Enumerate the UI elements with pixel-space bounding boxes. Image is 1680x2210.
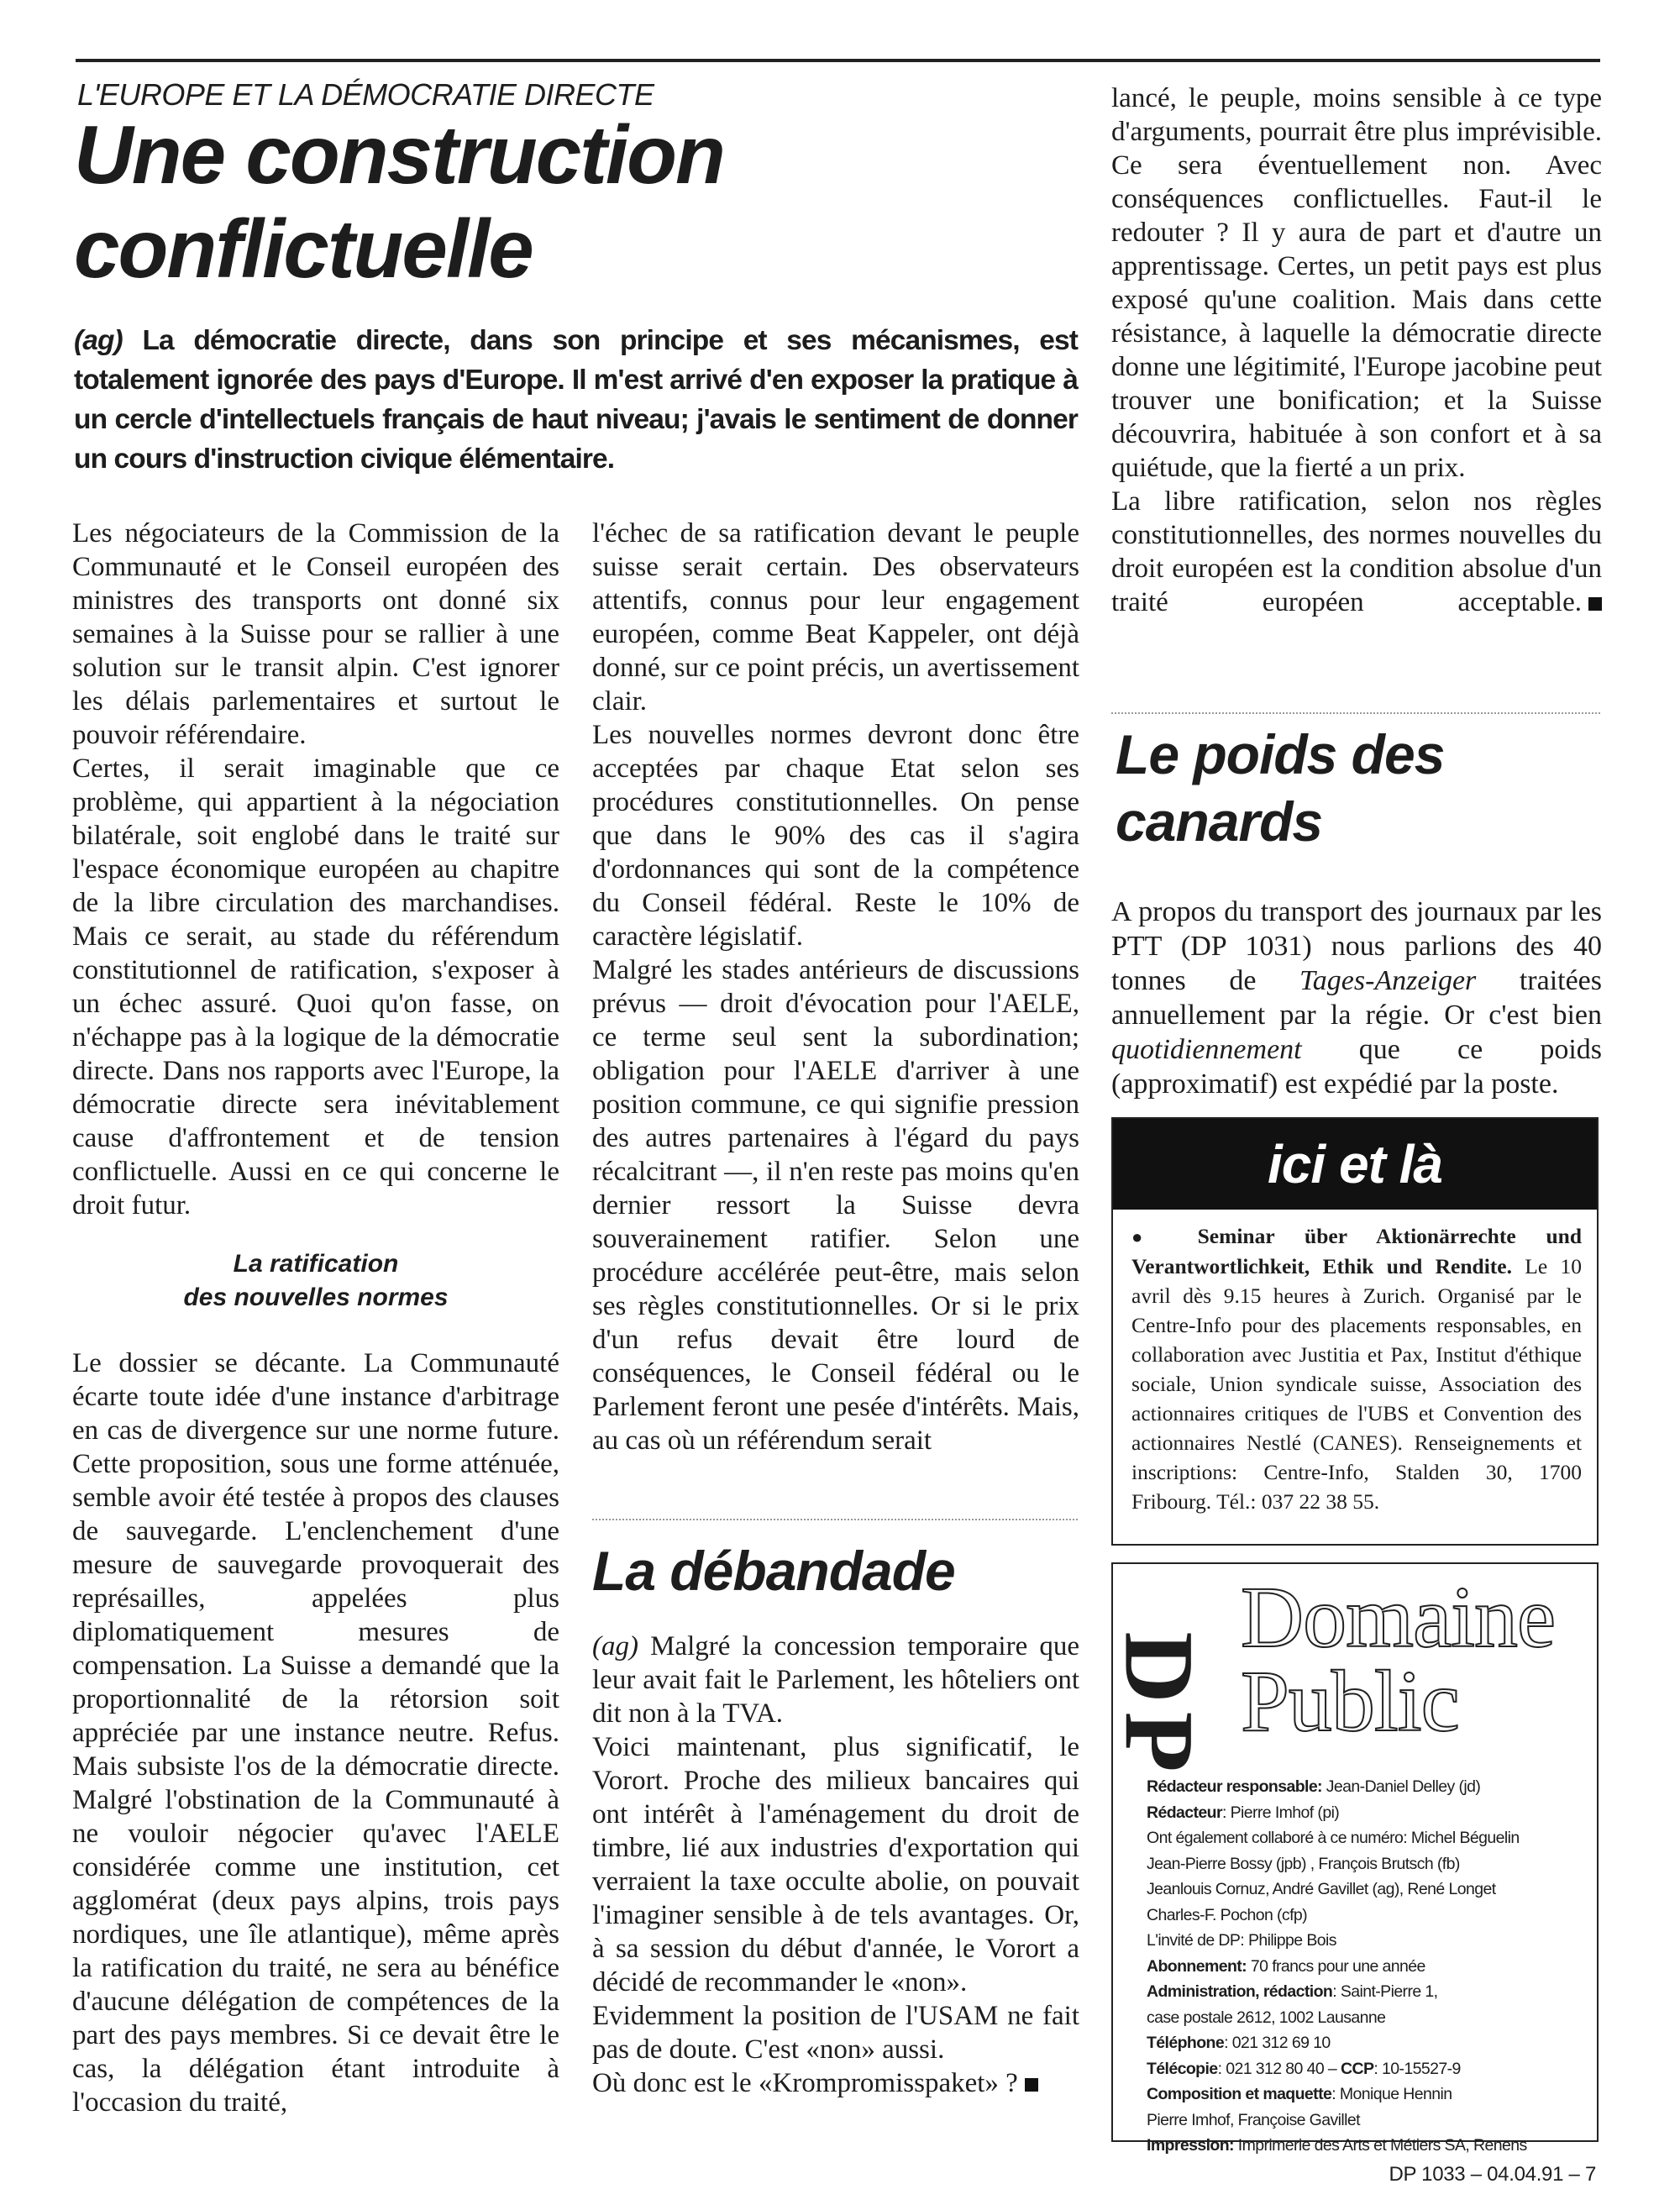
poids-text: traitées annuellement par la régie. Or c'est bien	[1111, 965, 1603, 1031]
ici-et-la-box	[1111, 1117, 1599, 1546]
credit-line	[1147, 2081, 1592, 2108]
debandade-paragraph: Evidemment la position de l'USAM ne fait pas de doute. C'est «non» aussi.	[592, 2001, 1079, 2065]
article-column-1	[72, 517, 559, 2119]
credit-value: : 021 312 69 10	[1224, 2034, 1331, 2052]
debandade-article	[592, 1630, 1079, 2100]
poids-article	[1111, 895, 1602, 1101]
credit-value: Jeanlouis Cornuz, André Gavillet (ag), René Longet	[1147, 1880, 1496, 1898]
debandade-text: Où donc est le «Krompromisspaket» ?	[592, 2068, 1018, 2098]
title-line-1: Une construction	[74, 108, 724, 201]
credit-label: Composition et maquette	[1147, 2085, 1332, 2103]
credit-line	[1147, 1851, 1592, 1877]
lead-text: La démocratie directe, dans son principe et ses mécanismes, est totalement ignorée des pays d'Europe. Il m'est arrivé d'en exposer la pratique à un cercle d'intellectuels français de haut niveau; j'avais le sentiment de donner un cours d'instruction civique élémentaire.	[74, 325, 1078, 475]
article-paragraph: Les nouvelles normes devront donc être acceptées par chaque Etat selon ses procédures constitutionnelles. On pense que dans le 90% des cas il s'agira d'ordonnances qui sont de la compétence du Conseil fédéral. Reste le 10% de caractère législatif.	[592, 720, 1079, 952]
poids-title-line-1: Le poids des	[1116, 723, 1445, 785]
credit-line	[1147, 1774, 1592, 1800]
poids-newspaper-name: Tages-Anzeiger	[1299, 965, 1477, 996]
article-title	[74, 108, 1074, 296]
masthead-box	[1104, 1562, 1599, 2155]
dp-logo	[1104, 1589, 1215, 1781]
article-paragraph: lancé, le peuple, moins sensible à ce type d'arguments, pourrait être plus imprévisible. Ce sera éventuellement non. Avec conséquences conflictuelles. Faut-il le redouter ? Il y aura de part et d'autre un apprentissage. Certes, un petit pays est plus exposé qu'une coalition. Mais dans cette résistance, à laquelle la démocratie directe donne une légitimité, l'Europe jacobine peut trouver une bonification; et la Suisse découvrira, habituée à son confort et à sa quiétude, que la fierté a un prix.	[1111, 83, 1602, 483]
article-column-3	[1111, 81, 1602, 619]
credits-list	[1147, 1774, 1592, 2159]
debandade-text: Malgré la concession temporaire que leur avait fait le Parlement, les hôteliers ont dit non à la TVA.	[592, 1631, 1079, 1729]
credit-value: Jean-Pierre Bossy (jpb) , François Brutsch (fb)	[1147, 1854, 1460, 1873]
debandade-paragraph	[592, 2066, 1079, 2100]
credit-line	[1147, 2108, 1592, 2134]
poids-text: que ce poids (approximatif) est expédié par la poste.	[1111, 1034, 1602, 1100]
article-paragraph: l'échec de sa ratification devant le peuple suisse serait certain. Des observateurs attentifs, connus pour leur engagement européen, comme Beat Kappeler, ont déjà donné, sur ce point précis, un avertissement clair.	[592, 518, 1079, 717]
credit-label: Abonnement:	[1147, 1956, 1247, 1976]
credit-line	[1147, 2133, 1592, 2159]
section-divider	[1111, 712, 1602, 714]
credit-label: Téléphone	[1147, 2034, 1225, 2052]
debandade-paragraph: Voici maintenant, plus significatif, le Vorort. Proche des milieux bancaires qui ont intérêt à l'aménagement du droit de timbre, lié aux industries d'exportation qui verraient la taxe occulte abolie, on pouvait l'imaginer sensible à de tels avantages. Or, à sa session du début d'année, le Vorort a décidé de recommander le «non».	[592, 1732, 1079, 1997]
credit-label: Administration, rédaction	[1147, 1982, 1333, 2001]
credit-line	[1147, 1903, 1592, 1929]
article-paragraph: Le dossier se décante. La Communauté écarte toute idée d'une instance d'arbitrage en cas de divergence sur une norme future. Cette proposition, sous une forme atténuée, semble avoir été testée à propos des clauses de sauvegarde. L'enclenchement d'une mesure de sauvegarde provoquerait des représailles, appelées plus diplomatiquement mesures de compensation. La Suisse a demandé que la proportionnalité de la rétorsion soit appréciée par une instance neutre. Refus. Mais subsiste l'os de la démocratie directe. Malgré l'obstination de la Communauté à ne vouloir négocier qu'avec l'AELE considérée comme une institution, cet agglomérat (deux pays alpins, trois pays nordiques, une île atlantique), même après la ratification du traité, ne sera au bénéfice d'aucune délégation de compétences de la part des pays membres. Si ce devait être le cas, la délégation étant introduite à l'occasion du traité,	[72, 1348, 559, 2118]
credit-label: Télécopie	[1147, 2059, 1218, 2078]
article-paragraph: Certes, il serait imaginable que ce problème, qui appartient à la négociation bilatérale, soit englobé dans le traité sur l'espace économique européen au chapitre de la libre circulation des marchandises. Mais ce serait, au stade du référendum constitutionnel de ratification, s'exposer à un échec assuré. Quoi qu'on fasse, on n'échappe pas à la logique de la démocratie directe. Dans nos rapports avec l'Europe, la démocratie directe sera inévitablement cause d'affrontement et de tension conflictuelle. Aussi en ce qui concerne le droit futur.	[72, 753, 559, 1220]
credit-value: Jean-Daniel Delley (jd)	[1321, 1777, 1481, 1796]
credit-value: Imprimerie des Arts et Métiers SA, Renens	[1233, 2136, 1527, 2155]
top-rule	[76, 59, 1600, 62]
credit-line	[1147, 1800, 1592, 1826]
article-kicker: L'EUROPE ET LA DÉMOCRATIE DIRECTE	[77, 77, 654, 112]
poids-text: A propos du transport des journaux par les PTT (DP 1031) nous parlions des 40 tonnes de	[1111, 896, 1602, 996]
poids-paragraph	[1111, 895, 1602, 1101]
credit-line	[1147, 1954, 1592, 1980]
lead-author: (ag)	[74, 325, 123, 356]
ici-et-la-text	[1113, 1210, 1597, 1516]
masthead-word-2: Public	[1241, 1653, 1459, 1750]
section-divider	[592, 1519, 1079, 1520]
credit-line	[1147, 2005, 1592, 2031]
bullet-icon: ●	[1131, 1226, 1168, 1247]
article-text: La libre ratification, selon nos règles constitutionnelles, des normes nouvelles du droit européen est la condition absolue d'un traité européen acceptable.	[1111, 486, 1602, 617]
debandade-paragraph	[592, 1630, 1079, 1730]
credit-line	[1147, 1979, 1592, 2005]
end-mark	[1025, 2078, 1038, 2092]
credit-label: Rédacteur responsable:	[1147, 1777, 1322, 1796]
credit-value: case postale 2612, 1002 Lausanne	[1147, 2008, 1386, 2027]
debandade-author: (ag)	[592, 1631, 638, 1661]
credit-line	[1147, 1928, 1592, 1954]
credit-line	[1147, 2030, 1592, 2056]
ici-et-la-event-details: Le 10 avril dès 9.15 heures à Zurich. Organisé par le Centre-Info pour des placements responsables, en collaboration avec Justitia et Pax, Institut d'éthique sociale, Union syndicale suisse, Association des actionnaires critiques de l'UBS et Convention des actionnaires Nestlé (CANES). Renseignements et inscriptions: Centre-Info, Stalden 30, 1700 Fribourg. Tél.: 037 22 38 55.	[1131, 1254, 1582, 1514]
credit-value: L'invité de DP: Philippe Bois	[1147, 1931, 1336, 1950]
credit-value: 70 francs pour une année	[1247, 1956, 1425, 1976]
masthead-wordmark	[1241, 1569, 1556, 1750]
credit-value: Pierre Imhof, Françoise Gavillet	[1147, 2110, 1360, 2129]
ici-et-la-header: ici et là	[1113, 1119, 1597, 1210]
credit-value: Charles-F. Pochon (cfp)	[1147, 1905, 1308, 1924]
article-subhead	[72, 1247, 559, 1315]
credit-label: CCP	[1340, 2059, 1374, 2078]
credit-value: Ont également collaboré à ce numéro: Michel Béguelin	[1147, 1829, 1520, 1847]
poids-title	[1116, 721, 1444, 855]
credit-value: : Pierre Imhof (pi)	[1221, 1803, 1340, 1822]
poids-emphasis: quotidiennement	[1111, 1034, 1302, 1065]
title-line-2: conflictuelle	[74, 202, 533, 295]
article-column-2	[592, 517, 1079, 1457]
credit-label: Impression:	[1147, 2136, 1234, 2155]
credit-line	[1147, 1825, 1592, 1851]
masthead-word-1: Domaine	[1241, 1569, 1556, 1666]
lead-paragraph	[74, 321, 1078, 479]
subhead-line-1: La ratification	[233, 1250, 399, 1278]
subhead-line-2: des nouvelles normes	[183, 1283, 449, 1311]
dp-logo-letters: DP	[1104, 1631, 1215, 1781]
article-paragraph: Malgré les stades antérieurs de discussions prévus — droit d'évocation pour l'AELE, ce terme seul sent la subordination; obligation pour l'AELE d'arriver à une position commune, ce qui signifie pression des autres partenaires à l'égard du pays récalcitrant —, il n'en reste pas moins qu'en dernier ressort la Suisse devra souverainement ratifier. Selon une procédure accélérée peut-être, mais selon ses règles constitutionnelles. Or si le prix d'un refus devait être lourd de conséquences, le Conseil fédéral ou le Parlement feront une pesée d'intérêts. Mais, au cas où un référendum serait	[592, 955, 1079, 1456]
credit-value: : 021 312 80 40 –	[1217, 2059, 1341, 2078]
end-mark	[1588, 597, 1602, 611]
article-paragraph: Les négociateurs de la Commission de la Communauté et le Conseil européen des ministres des transports ont donné six semaines à la Suisse pour se rallier à une solution sur le transit alpin. C'est ignorer les délais parlementaires et surtout le pouvoir référendaire.	[72, 518, 559, 750]
credit-label: Rédacteur	[1147, 1803, 1222, 1822]
credit-value: : 10-15527-9	[1373, 2059, 1461, 2078]
ici-et-la-event-title: Seminar über Aktionärrechte und Verantwortlichkeit, Ethik und Rendite.	[1131, 1224, 1583, 1278]
credit-value: : Saint-Pierre 1,	[1332, 1982, 1438, 2001]
credit-line	[1147, 1877, 1592, 1903]
credit-line	[1147, 2056, 1592, 2082]
credit-value: : Monique Hennin	[1331, 2085, 1452, 2103]
poids-title-line-2: canards	[1116, 790, 1323, 853]
article-paragraph	[1111, 485, 1602, 619]
debandade-title: La débandade	[592, 1540, 955, 1602]
page-folio: DP 1033 – 04.04.91 – 7	[1389, 2163, 1596, 2186]
